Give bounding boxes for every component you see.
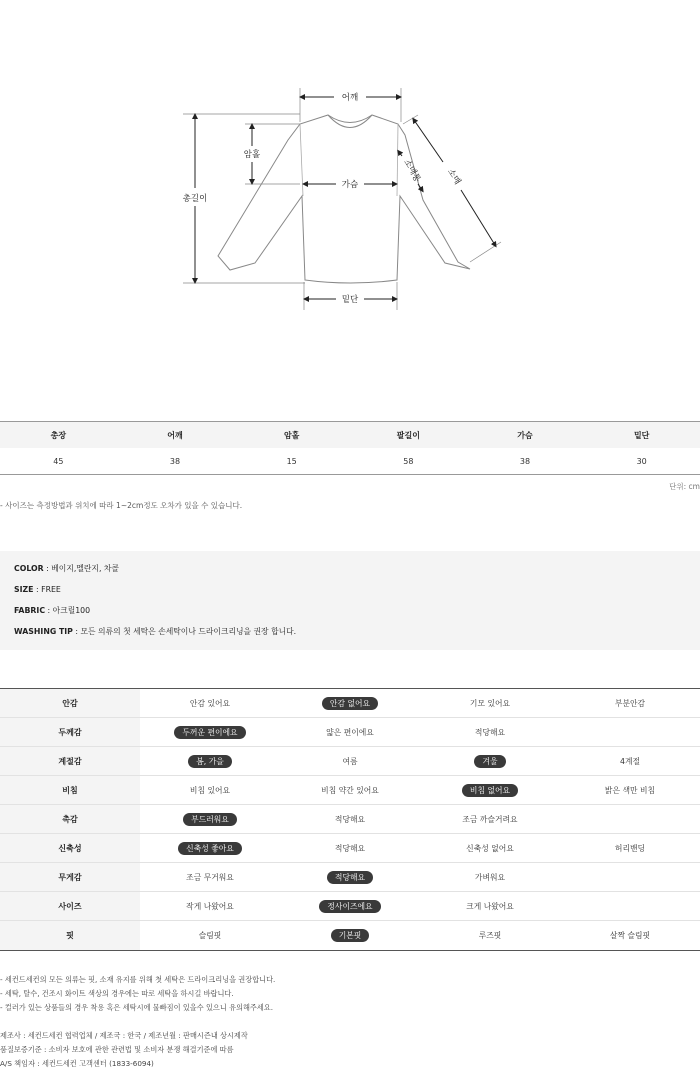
attribute-option-cell (420, 863, 560, 891)
maker-info (0, 1031, 248, 1072)
attribute-label: 두께감 (0, 718, 140, 746)
care-note: - 세탁, 탈수, 건조시 화이트 색상의 경우에는 따로 세탁을 하시길 바랍니다. (0, 989, 234, 998)
attribute-option-cell (560, 834, 700, 862)
size-value-total-length: 45 (53, 456, 64, 466)
attribute-option-cell (420, 805, 560, 833)
attribute-label: 촉감 (0, 805, 140, 833)
attribute-option-cell (420, 776, 560, 804)
care-notes (0, 975, 275, 1017)
size-value-hem: 30 (636, 456, 647, 466)
attribute-option-selected: 기본핏 (331, 929, 370, 942)
attribute-option-selected: 적당해요 (327, 871, 373, 884)
attribute-option-cell (140, 921, 280, 950)
size-header-arm-length: 팔길이 (396, 430, 420, 440)
attribute-option-cell (420, 747, 560, 775)
attribute-option-cell (560, 718, 700, 746)
size-value-arm-length: 58 (403, 456, 414, 466)
attribute-option-cell (420, 892, 560, 920)
info-size-label: SIZE (14, 585, 34, 594)
attribute-option-cell (560, 776, 700, 804)
total-length-label: 총길이 (182, 194, 208, 204)
size-unit: 단위: cm (669, 482, 700, 491)
shoulder-label: 어깨 (341, 93, 359, 103)
size-value-armhole: 15 (286, 456, 297, 466)
size-note: - 사이즈는 측정방법과 위치에 따라 1~2cm정도 오차가 있을 수 있습니다. (0, 501, 243, 510)
attribute-option: 얇은 편이에요 (326, 727, 374, 737)
attribute-option: 비침 약간 있어요 (321, 785, 379, 795)
attribute-row (0, 863, 700, 892)
attribute-label: 사이즈 (0, 892, 140, 920)
attribute-row (0, 805, 700, 834)
attribute-option: 크게 나왔어요 (466, 901, 514, 911)
product-info-box (0, 551, 700, 650)
attribute-row (0, 718, 700, 747)
attribute-option-cell (420, 689, 560, 717)
attribute-option-cell (140, 747, 280, 775)
attribute-option: 부분안감 (614, 698, 646, 708)
chest-label: 가슴 (341, 180, 359, 190)
attribute-option-cell (280, 921, 420, 950)
attribute-option: 적당해요 (334, 814, 366, 824)
attribute-option: 루즈핏 (478, 931, 502, 940)
info-washing-value: : 모든 의류의 첫 세탁은 손세탁이나 드라이크리닝을 권장 합니다. (72, 627, 297, 636)
attribute-option: 적당해요 (334, 843, 366, 853)
maker-line: 품질보증기준 : 소비자 보호에 관한 관련법 및 소비자 분쟁 해결기준에 따름 (0, 1045, 234, 1054)
attribute-option-cell (560, 747, 700, 775)
attribute-option: 가벼워요 (474, 872, 506, 882)
attribute-label: 핏 (0, 921, 140, 950)
attribute-option-selected: 정사이즈에요 (319, 900, 380, 913)
attribute-option-selected: 봄, 가을 (188, 755, 232, 768)
attribute-option-cell (280, 747, 420, 775)
attribute-option-selected: 안감 없어요 (322, 697, 378, 710)
attribute-label: 신축성 (0, 834, 140, 862)
size-header-hem: 밑단 (633, 430, 650, 440)
attribute-row (0, 921, 700, 950)
size-header-armhole: 암홀 (283, 430, 300, 440)
attribute-option-selected: 두꺼운 편이에요 (174, 726, 245, 739)
attribute-row (0, 834, 700, 863)
attribute-option: 비침 있어요 (189, 785, 231, 795)
attribute-option: 기모 있어요 (469, 698, 511, 708)
attribute-option-cell (560, 863, 700, 891)
attribute-option: 조금 무거워요 (186, 872, 234, 882)
attribute-option-cell (280, 718, 420, 746)
maker-line: 제조사 : 세컨드세컨 협력업체 / 제조국 : 한국 / 제조년월 : 판매시즌내 상시제작 (0, 1031, 248, 1040)
attribute-option-cell (140, 892, 280, 920)
sleeve-width-label: 소매통 (401, 157, 423, 185)
attribute-option-selected: 비침 없어요 (462, 784, 518, 797)
info-color (14, 564, 686, 585)
attribute-option-cell (280, 689, 420, 717)
size-header-total-length: 총장 (50, 430, 67, 440)
hem-label: 밑단 (341, 295, 359, 305)
attribute-option-cell (560, 892, 700, 920)
attribute-option-cell (280, 805, 420, 833)
attribute-option-cell (420, 921, 560, 950)
attribute-option-cell (420, 834, 560, 862)
attribute-option: 조금 까슬거려요 (462, 814, 518, 824)
sleeve-arrow-top (414, 120, 443, 162)
maker-line: A/S 책임자 : 세컨드세컨 고객센터 (1833-6094) (0, 1059, 154, 1068)
measurement-diagram (0, 0, 700, 400)
info-fabric (14, 606, 686, 627)
size-table-header (0, 422, 700, 448)
attribute-option: 여름 (342, 756, 358, 766)
attribute-option: 살짝 슬림핏 (609, 931, 651, 940)
attribute-option-selected: 부드러워요 (183, 813, 237, 826)
attribute-label: 무게감 (0, 863, 140, 891)
attribute-option-cell (280, 834, 420, 862)
care-note: - 세컨드세컨의 모든 의류는 핏, 소재 유지를 위해 첫 세탁은 드라이크리닝을 권장합니다. (0, 975, 276, 984)
armhole-label: 암홀 (243, 150, 261, 160)
size-header-chest: 가슴 (517, 430, 533, 440)
size-table-row (0, 448, 700, 474)
attribute-option-cell (140, 863, 280, 891)
info-color-label: COLOR (14, 564, 44, 573)
attribute-option-cell (560, 805, 700, 833)
attribute-row (0, 892, 700, 921)
attribute-option: 안감 있어요 (189, 698, 231, 708)
attribute-option: 허리밴딩 (614, 843, 646, 853)
attribute-option: 적당해요 (474, 727, 506, 737)
attribute-label: 계절감 (0, 747, 140, 775)
size-value-shoulder: 38 (169, 456, 181, 466)
attribute-table (0, 688, 700, 951)
attribute-option-selected: 겨울 (474, 755, 505, 768)
info-color-value: : 베이지,멜란지, 차콜 (43, 564, 119, 573)
size-header-shoulder: 어깨 (167, 430, 183, 440)
sleeve-guide-bottom (470, 242, 501, 262)
attribute-option-cell (140, 834, 280, 862)
attribute-option-cell (140, 689, 280, 717)
sleeve-label: 소매 (445, 167, 463, 187)
attribute-option-selected: 신축성 좋아요 (178, 842, 242, 855)
care-note: - 컬러가 있는 상품들의 경우 착용 혹은 세탁시에 물빠짐이 있을수 있으니 유의해주세요. (0, 1003, 274, 1012)
attribute-option: 4계절 (619, 756, 641, 766)
attribute-option-cell (560, 689, 700, 717)
info-fabric-label: FABRIC (14, 606, 46, 615)
attribute-option: 밝은 색만 비침 (604, 785, 656, 795)
attribute-option-cell (280, 892, 420, 920)
attribute-option-cell (140, 776, 280, 804)
attribute-option-cell (560, 921, 700, 950)
attribute-option-cell (420, 718, 560, 746)
size-table (0, 421, 700, 475)
attribute-row (0, 747, 700, 776)
attribute-option: 슬림핏 (198, 931, 222, 940)
info-fabric-value: : 아크릴100 (45, 606, 91, 615)
size-value-chest: 38 (519, 456, 531, 466)
attribute-option: 신축성 없어요 (466, 843, 514, 853)
attribute-option-cell (280, 776, 420, 804)
attribute-option-cell (140, 805, 280, 833)
attribute-label: 비침 (0, 776, 140, 804)
info-size (14, 585, 686, 606)
info-size-value: : FREE (33, 585, 61, 594)
info-washing (14, 627, 686, 648)
attribute-row (0, 776, 700, 805)
attribute-label: 안감 (0, 689, 140, 717)
sleeve-arrow-bottom (461, 190, 495, 245)
attribute-row (0, 689, 700, 718)
attribute-option-cell (140, 718, 280, 746)
info-washing-label: WASHING TIP (14, 627, 73, 636)
attribute-option-cell (280, 863, 420, 891)
attribute-option: 작게 나왔어요 (186, 901, 234, 911)
sweater-outline (218, 115, 470, 283)
